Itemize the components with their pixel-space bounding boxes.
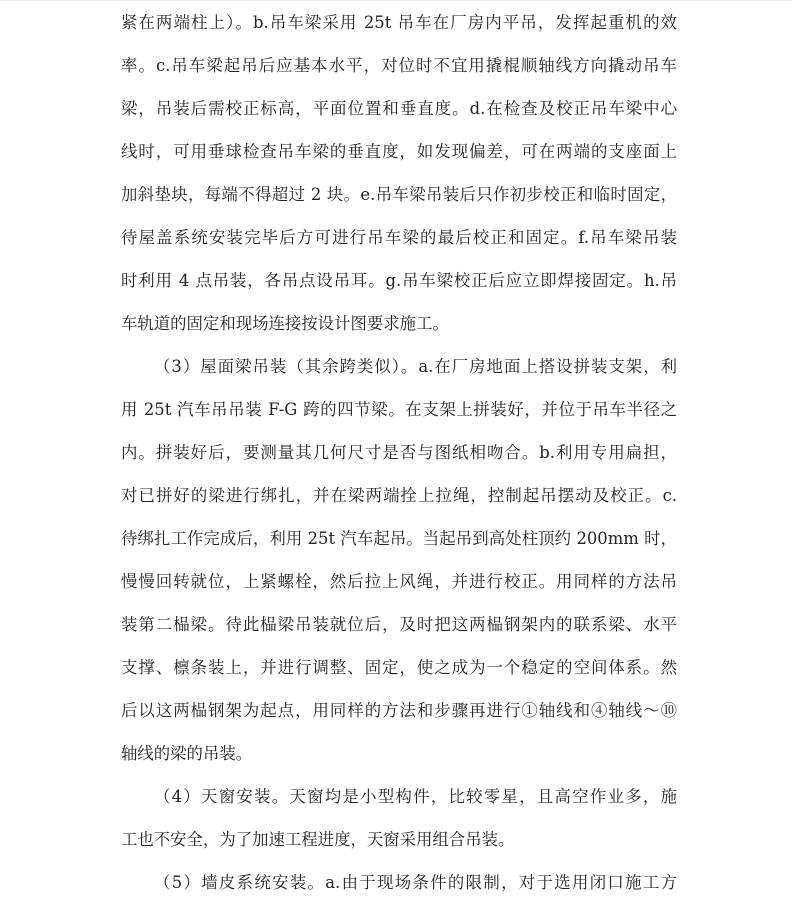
text-line: 工也不安全，为了加速工程进度，天窗采用组合吊装。: [121, 830, 515, 849]
text-line: （3）屋面梁吊装（其余跨类似）。a.在厂房地面上搭设拼装支架，利: [154, 357, 677, 376]
text-line: （4）天窗安装。天窗均是小型构件，比较零星，且高空作业多，施: [154, 787, 677, 806]
text-line: 待屋盖系统安装完毕后方可进行吊车梁的最后校正和固定。f.吊车梁吊装: [121, 228, 677, 247]
text-line: （5）墙皮系统安装。a.由于现场条件的限制，对于选用闭口施工方: [154, 873, 677, 892]
text-line: 慢慢回转就位，上紧螺栓，然后拉上风绳，并进行校正。用同样的方法吊: [121, 572, 677, 591]
text-line: 装第二榀梁。待此榀梁吊装就位后，及时把这两榀钢架内的联系梁、水平: [121, 615, 677, 634]
text-line: 梁，吊装后需校正标高，平面位置和垂直度。d.在检查及校正吊车梁中心: [121, 99, 677, 118]
paragraph-skylight-installation: [121, 775, 677, 861]
document-body: [121, 1, 677, 904]
text-line: 紧在两端柱上）。b.吊车梁采用 25t 吊车在厂房内平吊，发挥起重机的效: [121, 13, 677, 32]
text-line: 内。拼装好后，要测量其几何尺寸是否与图纸相吻合。b.利用专用扁担，: [121, 443, 677, 462]
text-line: 率。c.吊车梁起吊后应基本水平，对位时不宜用撬棍顺轴线方向撬动吊车: [121, 56, 677, 75]
paragraph-wall-cladding-installation: [121, 861, 677, 904]
text-line: 后以这两榀钢架为起点，用同样的方法和步骤再进行①轴线和④轴线～⑩: [121, 701, 677, 720]
text-line: 时利用 4 点吊装，各吊点设吊耳。g.吊车梁校正后应立即焊接固定。h.吊: [121, 271, 677, 290]
text-line: 用 25t 汽车吊吊装 F-G 跨的四节梁。在支架上拼装好，并位于吊车半径之: [121, 400, 677, 419]
text-line: 加斜垫块，每端不得超过 2 块。e.吊车梁吊装后只作初步校正和临时固定，: [121, 185, 677, 204]
text-line: 对已拼好的梁进行绑扎，并在梁两端拴上拉绳，控制起吊摆动及校正。c.: [121, 486, 677, 505]
text-line: 车轨道的固定和现场连接按设计图要求施工。: [121, 314, 449, 333]
text-line: 支撑、檩条装上，并进行调整、固定，使之成为一个稳定的空间体系。然: [121, 658, 677, 677]
text-line: 线时，可用垂球检查吊车梁的垂直度，如发现偏差，可在两端的支座面上: [121, 142, 677, 161]
text-line: 轴线的梁的吊装。: [121, 744, 253, 763]
text-line: 待绑扎工作完成后，利用 25t 汽车起吊。当起吊到高处柱顶约 200mm 时，: [121, 529, 677, 548]
paragraph-crane-beam-continued: [121, 1, 677, 345]
paragraph-roof-beam-hoisting: [121, 345, 677, 775]
